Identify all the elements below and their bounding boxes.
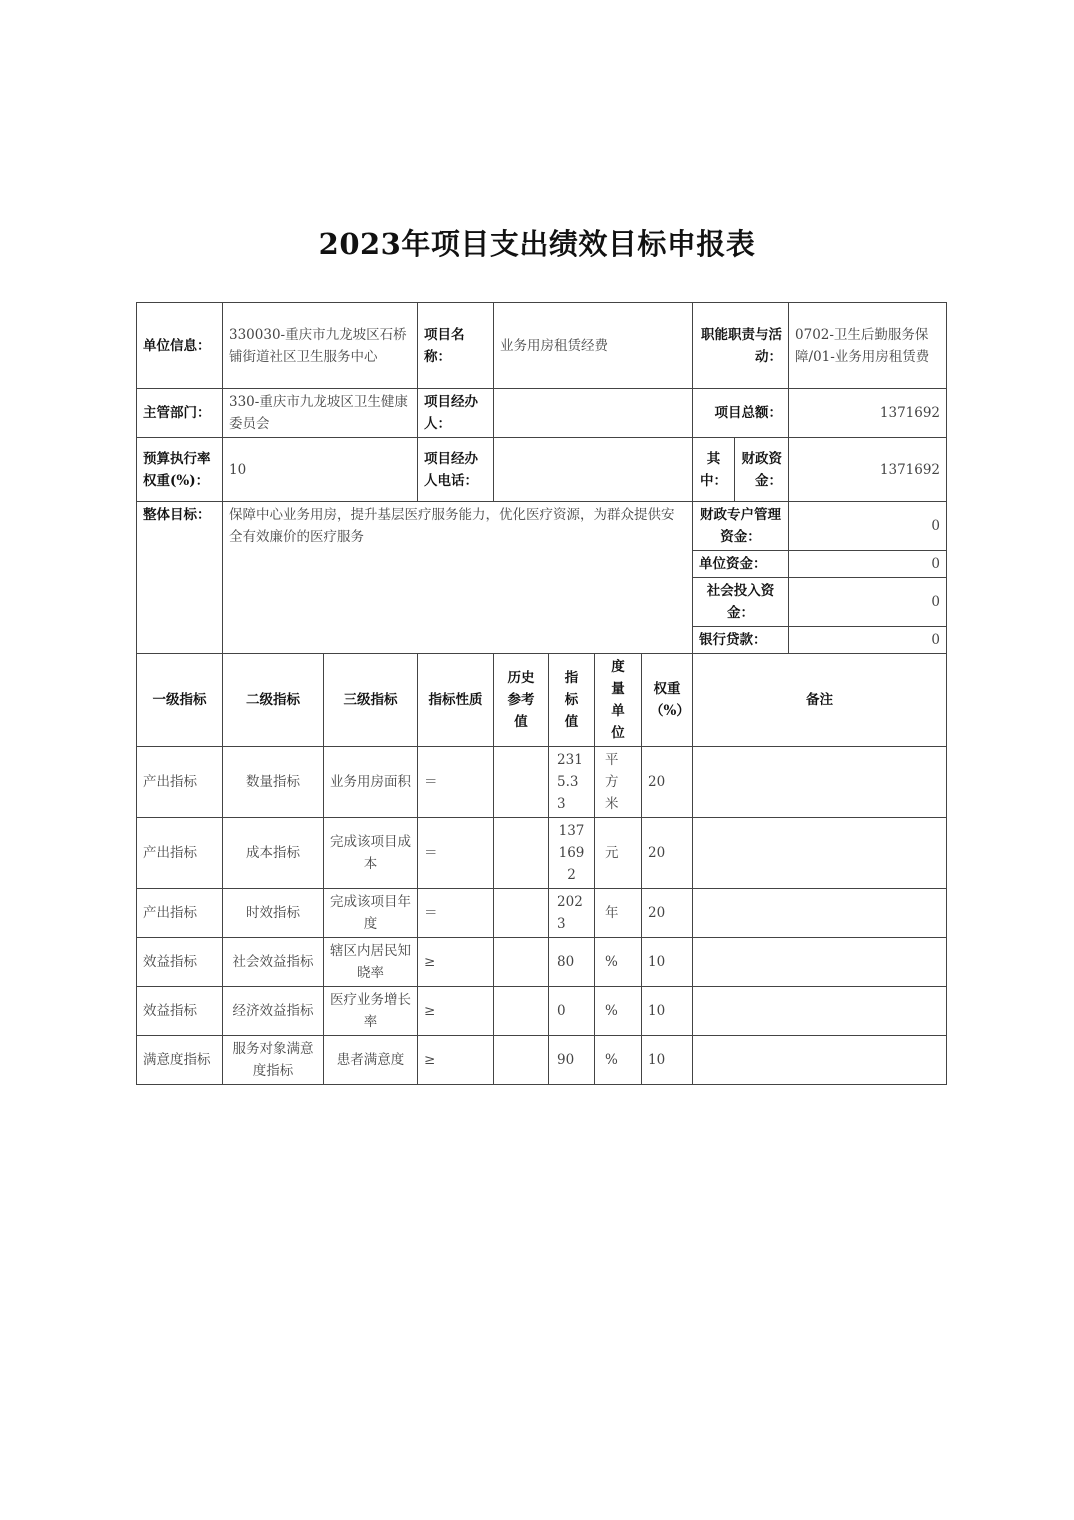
table-row <box>137 938 947 987</box>
budget-weight-value: 10 <box>223 438 418 502</box>
cell-level2: 成本指标 <box>223 818 324 889</box>
header-level1: 一级指标 <box>137 654 223 747</box>
cell-note <box>693 889 947 938</box>
header-unit: 度量单位 <box>595 654 642 747</box>
cell-level2: 服务对象满意度指标 <box>223 1036 324 1085</box>
cell-unit: 元 <box>595 818 642 889</box>
cell-history <box>494 938 549 987</box>
cell-level3: 患者满意度 <box>324 1036 418 1085</box>
overall-goal-value: 保障中心业务用房，提升基层医疗服务能力，优化医疗资源，为群众提供安全有效廉价的医疗服务 <box>223 502 693 654</box>
cell-value: 1371692 <box>549 818 595 889</box>
table-row <box>137 747 947 818</box>
cell-level1: 效益指标 <box>137 987 223 1036</box>
cell-history <box>494 987 549 1036</box>
bank-loan-label: 银行贷款： <box>693 627 789 654</box>
header-note: 备注 <box>693 654 947 747</box>
cell-value: 80 <box>549 938 595 987</box>
cell-nature: ＝ <box>418 889 494 938</box>
cell-nature: ＝ <box>418 747 494 818</box>
cell-nature: ≥ <box>418 1036 494 1085</box>
header-level2: 二级指标 <box>223 654 324 747</box>
project-total-label: 项目总额： <box>693 389 789 438</box>
performance-target-form <box>136 302 947 1085</box>
special-fund-label: 财政专户管理资金： <box>693 502 789 551</box>
project-manager-value <box>494 389 693 438</box>
cell-note <box>693 747 947 818</box>
header-level3: 三级指标 <box>324 654 418 747</box>
overall-goal-label: 整体目标： <box>137 502 223 654</box>
department-value: 330-重庆市九龙坡区卫生健康委员会 <box>223 389 418 438</box>
cell-value: 2023 <box>549 889 595 938</box>
page-title: 2023年项目支出绩效目标申报表 <box>318 227 756 261</box>
cell-weight: 20 <box>642 818 693 889</box>
among-label: 其中： <box>693 438 735 502</box>
project-name-label: 项目名称： <box>418 303 494 389</box>
cell-history <box>494 747 549 818</box>
cell-level3: 辖区内居民知晓率 <box>324 938 418 987</box>
table-row <box>137 818 947 889</box>
cell-note <box>693 818 947 889</box>
unit-info-row <box>137 303 947 389</box>
header-history: 历史参考值 <box>494 654 549 747</box>
cell-level2: 数量指标 <box>223 747 324 818</box>
department-row <box>137 389 947 438</box>
header-nature: 指标性质 <box>418 654 494 747</box>
duty-activity-label: 职能职责与活动： <box>693 303 789 389</box>
special-fund-value: 0 <box>789 502 947 551</box>
cell-value: 90 <box>549 1036 595 1085</box>
cell-history <box>494 889 549 938</box>
cell-level3: 完成该项目成本 <box>324 818 418 889</box>
cell-history <box>494 818 549 889</box>
cell-nature: ≥ <box>418 938 494 987</box>
cell-level1: 效益指标 <box>137 938 223 987</box>
table-row <box>137 987 947 1036</box>
fiscal-fund-value: 1371692 <box>789 438 947 502</box>
project-manager-label: 项目经办人： <box>418 389 494 438</box>
bank-loan-value: 0 <box>789 627 947 654</box>
cell-unit: % <box>595 1036 642 1085</box>
cell-unit: 年 <box>595 889 642 938</box>
project-total-value: 1371692 <box>789 389 947 438</box>
social-fund-value: 0 <box>789 578 947 627</box>
cell-nature: ≥ <box>418 987 494 1036</box>
cell-level1: 产出指标 <box>137 818 223 889</box>
cell-level2: 社会效益指标 <box>223 938 324 987</box>
unit-fund-label: 单位资金： <box>693 551 789 578</box>
header-weight: 权重（%） <box>642 654 693 747</box>
cell-level1: 产出指标 <box>137 889 223 938</box>
cell-level3: 业务用房面积 <box>324 747 418 818</box>
fiscal-fund-label: 财政资金： <box>735 438 789 502</box>
budget-weight-label: 预算执行率权重(%)： <box>137 438 223 502</box>
cell-weight: 20 <box>642 889 693 938</box>
cell-history <box>494 1036 549 1085</box>
unit-info-value: 330030-重庆市九龙坡区石桥铺街道社区卫生服务中心 <box>223 303 418 389</box>
cell-weight: 10 <box>642 987 693 1036</box>
cell-level3: 医疗业务增长率 <box>324 987 418 1036</box>
cell-unit: % <box>595 938 642 987</box>
cell-level2: 时效指标 <box>223 889 324 938</box>
unit-fund-value: 0 <box>789 551 947 578</box>
cell-level2: 经济效益指标 <box>223 987 324 1036</box>
cell-unit: 平方米 <box>595 747 642 818</box>
manager-phone-value <box>494 438 693 502</box>
goal-row <box>137 502 947 551</box>
header-value: 指标值 <box>549 654 595 747</box>
budget-weight-row <box>137 438 947 502</box>
duty-activity-value: 0702-卫生后勤服务保障/01-业务用房租赁费 <box>789 303 947 389</box>
cell-note <box>693 1036 947 1085</box>
cell-level1: 产出指标 <box>137 747 223 818</box>
indicator-header-row <box>137 654 947 747</box>
project-name-value: 业务用房租赁经费 <box>494 303 693 389</box>
table-row <box>137 1036 947 1085</box>
cell-note <box>693 987 947 1036</box>
cell-value: 2315.33 <box>549 747 595 818</box>
cell-level3: 完成该项目年度 <box>324 889 418 938</box>
cell-nature: ＝ <box>418 818 494 889</box>
cell-note <box>693 938 947 987</box>
department-label: 主管部门： <box>137 389 223 438</box>
social-fund-label: 社会投入资金： <box>693 578 789 627</box>
unit-info-label: 单位信息： <box>137 303 223 389</box>
cell-weight: 20 <box>642 747 693 818</box>
cell-weight: 10 <box>642 1036 693 1085</box>
cell-unit: % <box>595 987 642 1036</box>
manager-phone-label: 项目经办人电话： <box>418 438 494 502</box>
table-row <box>137 889 947 938</box>
cell-value: 0 <box>549 987 595 1036</box>
cell-level1: 满意度指标 <box>137 1036 223 1085</box>
cell-weight: 10 <box>642 938 693 987</box>
